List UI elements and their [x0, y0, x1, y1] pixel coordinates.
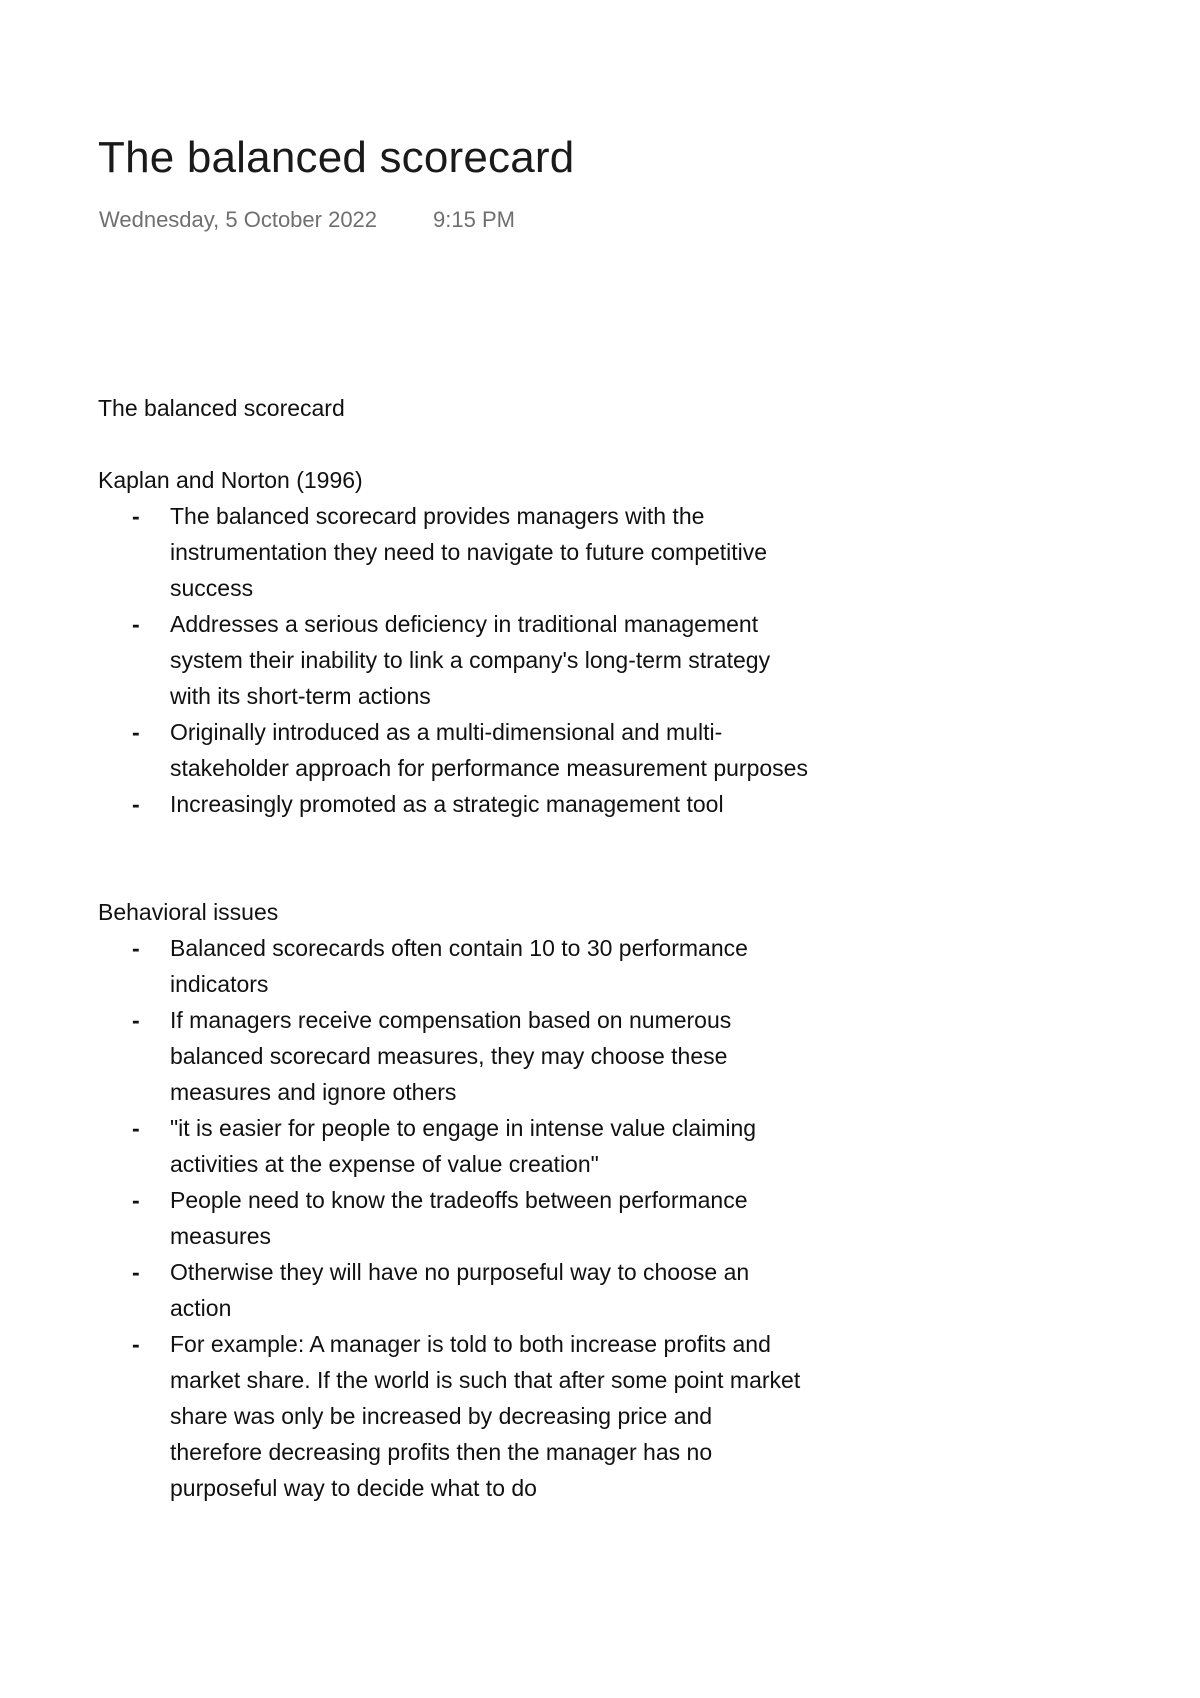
list-item — [98, 498, 810, 606]
list-item-text: The balanced scorecard provides managers with the instrumentation they need to navigate to future competitive success — [170, 503, 768, 601]
section-label-kaplan-norton: Kaplan and Norton (1996) — [98, 467, 363, 493]
note-timestamp — [99, 207, 515, 233]
dash-bullet-icon: - — [132, 935, 140, 961]
list-item-text: If managers receive compensation based on numerous balanced scorecard measures, they may choose these measures and ignore others — [170, 1007, 732, 1105]
dash-bullet-icon: - — [132, 1115, 140, 1141]
list-item-text: For example: A manager is told to both increase profits and market share. If the world is such that after some point market share was only be increased by decreasing price and therefore decreasing profits then the manager has no purposeful way to decide what to do — [170, 1331, 801, 1501]
page-title: The balanced scorecard — [98, 133, 575, 182]
dash-bullet-icon: - — [132, 1259, 140, 1285]
dash-bullet-icon: - — [132, 719, 140, 745]
list-item-text: People need to know the tradeoffs between performance measures — [170, 1187, 748, 1249]
dash-bullet-icon: - — [132, 791, 140, 817]
list-item — [98, 1002, 810, 1110]
note-date: Wednesday, 5 October 2022 — [99, 207, 378, 232]
list-item — [98, 1182, 810, 1254]
section-label-behavioral-issues: Behavioral issues — [98, 899, 279, 925]
dash-bullet-icon: - — [132, 1007, 140, 1033]
list-item — [98, 786, 810, 822]
list-item-text: Addresses a serious deficiency in traditional management system their inability to link a company's long-term strategy with its short-term actions — [170, 611, 771, 709]
list-item-text: Increasingly promoted as a strategic management tool — [170, 791, 724, 817]
list-item-text: Otherwise they will have no purposeful way to choose an action — [170, 1259, 750, 1321]
note-time: 9:15 PM — [433, 207, 515, 232]
bullet-list-behavioral-issues — [98, 930, 958, 1506]
section-heading: The balanced scorecard — [98, 395, 345, 421]
list-item — [98, 1326, 810, 1506]
list-item-text: Balanced scorecards often contain 10 to 30 performance indicators — [170, 935, 748, 997]
list-item — [98, 714, 810, 786]
dash-bullet-icon: - — [132, 503, 140, 529]
list-item — [98, 606, 810, 714]
list-item-text: "it is easier for people to engage in intense value claiming activities at the expense of value creation" — [170, 1115, 757, 1177]
list-item — [98, 1110, 810, 1182]
dash-bullet-icon: - — [132, 611, 140, 637]
list-item — [98, 1254, 810, 1326]
dash-bullet-icon: - — [132, 1331, 140, 1357]
list-item — [98, 930, 810, 1002]
dash-bullet-icon: - — [132, 1187, 140, 1213]
bullet-list-kaplan-norton — [98, 498, 958, 822]
note-body — [98, 390, 958, 1506]
list-item-text: Originally introduced as a multi-dimensional and multi-stakeholder approach for performance measurement purposes — [170, 719, 808, 781]
